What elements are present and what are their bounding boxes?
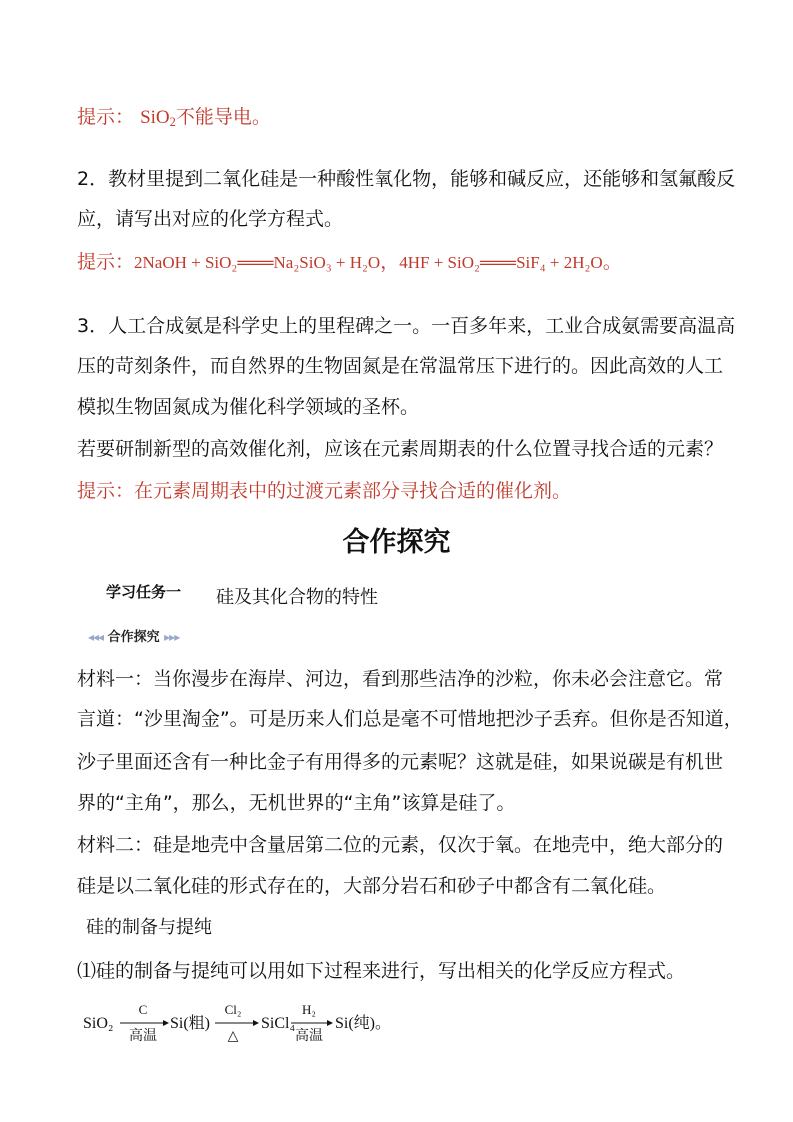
hint-1-label: 提示： <box>77 106 135 128</box>
hint-1-formula: SiO$_2$ <box>140 107 176 130</box>
task-title: 硅及其化合物的特性 <box>216 587 378 608</box>
formula-arrow-3-bottom: 高温 <box>295 1029 323 1044</box>
section-heading: 合作探究 <box>342 527 451 558</box>
material-1-line-1: 材料一：当你漫步在海岸、河边，看到那些洁净的沙粒，你未必会注意它。常 <box>77 668 724 690</box>
question-3-line-1: 3．人工合成氨是科学史上的里程碑之一。一百多年来，工业合成氨需要高温高 <box>77 315 736 337</box>
hint-2-equation-1: 2NaOH + SiO₂═══Na₂SiO₃ + H₂O <box>134 253 381 272</box>
material-1-line-3: 沙子里面还含有一种比金子有用得多的元素呢？这就是硅，如果说碳是有机世 <box>77 751 724 773</box>
hint-1 <box>77 104 271 135</box>
arrowhead-icon <box>163 1020 169 1026</box>
formula-species-1: SiO₂ <box>83 1015 114 1032</box>
formula-species-2: Si(粗) <box>170 1015 211 1032</box>
hint-2-end: 。 <box>602 251 622 273</box>
arrowhead-icon <box>253 1020 259 1026</box>
hint-1-text: 不能导电。 <box>175 106 271 128</box>
formula-arrow-1-bottom: 高温 <box>129 1029 157 1044</box>
question-3-line-2: 压的苛刻条件，而自然界的生物固氮是在常温常压下进行的。因此高效的人工 <box>77 355 724 377</box>
formula-arrow-2-top: Cl₂ <box>224 1002 242 1017</box>
subheading: 硅的制备与提纯 <box>86 917 212 938</box>
hint-2-equation-2: 4HF + SiO₂═══SiF₄ + 2H₂O <box>399 253 603 272</box>
hint-2-separator: ， <box>380 251 400 273</box>
question-3-line-4: 若要研制新型的高效催化剂，应该在元素周期表的什么位置寻找合适的元素？ <box>77 438 724 460</box>
preparation-formula <box>83 1000 403 1046</box>
section-tag <box>88 626 179 645</box>
task-label: 学习任务一 <box>106 583 182 601</box>
formula-species-3: SiCl₄ <box>261 1015 296 1032</box>
material-1-line-4: 界的“主角”，那么，无机世界的“主角”该算是硅了。 <box>77 792 516 814</box>
hint-2 <box>77 249 622 276</box>
question-3-line-3: 模拟生物固氮成为催化科学领域的圣杯。 <box>77 396 420 418</box>
section-tag-title: 合作探究 <box>107 630 160 645</box>
material-2-line-1: 材料二：硅是地壳中含量居第二位的元素，仅次于氧。在地壳中，绝大部分的 <box>77 834 724 856</box>
material-1-line-2: 言道：“沙里淘金”。可是历来人们总是毫不可惜地把沙子丢弃。但你是否知道， <box>77 708 743 730</box>
hint-2-label: 提示： <box>77 251 135 273</box>
question-preparation: ⑴硅的制备与提纯可以用如下过程来进行，写出相关的化学反应方程式。 <box>77 960 686 982</box>
question-2-line-2: 应，请写出对应的化学方程式。 <box>77 208 344 230</box>
arrow-right-icon: ▸▸▸ <box>164 630 180 644</box>
formula-arrow-2-bottom: △ <box>227 1029 239 1044</box>
question-2-line-1: 2．教材里提到二氧化硅是一种酸性氧化物，能够和碱反应，还能够和氢氟酸反 <box>77 168 736 190</box>
formula-arrow-3-top: H₂ <box>302 1002 316 1017</box>
arrow-left-icon: ◂◂◂ <box>88 630 104 644</box>
material-2-line-2: 硅是以二氧化硅的形式存在的，大部分岩石和砂子中都含有二氧化硅。 <box>77 875 667 897</box>
arrowhead-icon <box>327 1020 333 1026</box>
formula-arrow-1-top: C <box>138 1002 148 1017</box>
formula-species-4: Si(纯)。 <box>335 1015 392 1032</box>
hint-3: 提示：在元素周期表中的过渡元素部分寻找合适的催化剂。 <box>77 480 572 502</box>
